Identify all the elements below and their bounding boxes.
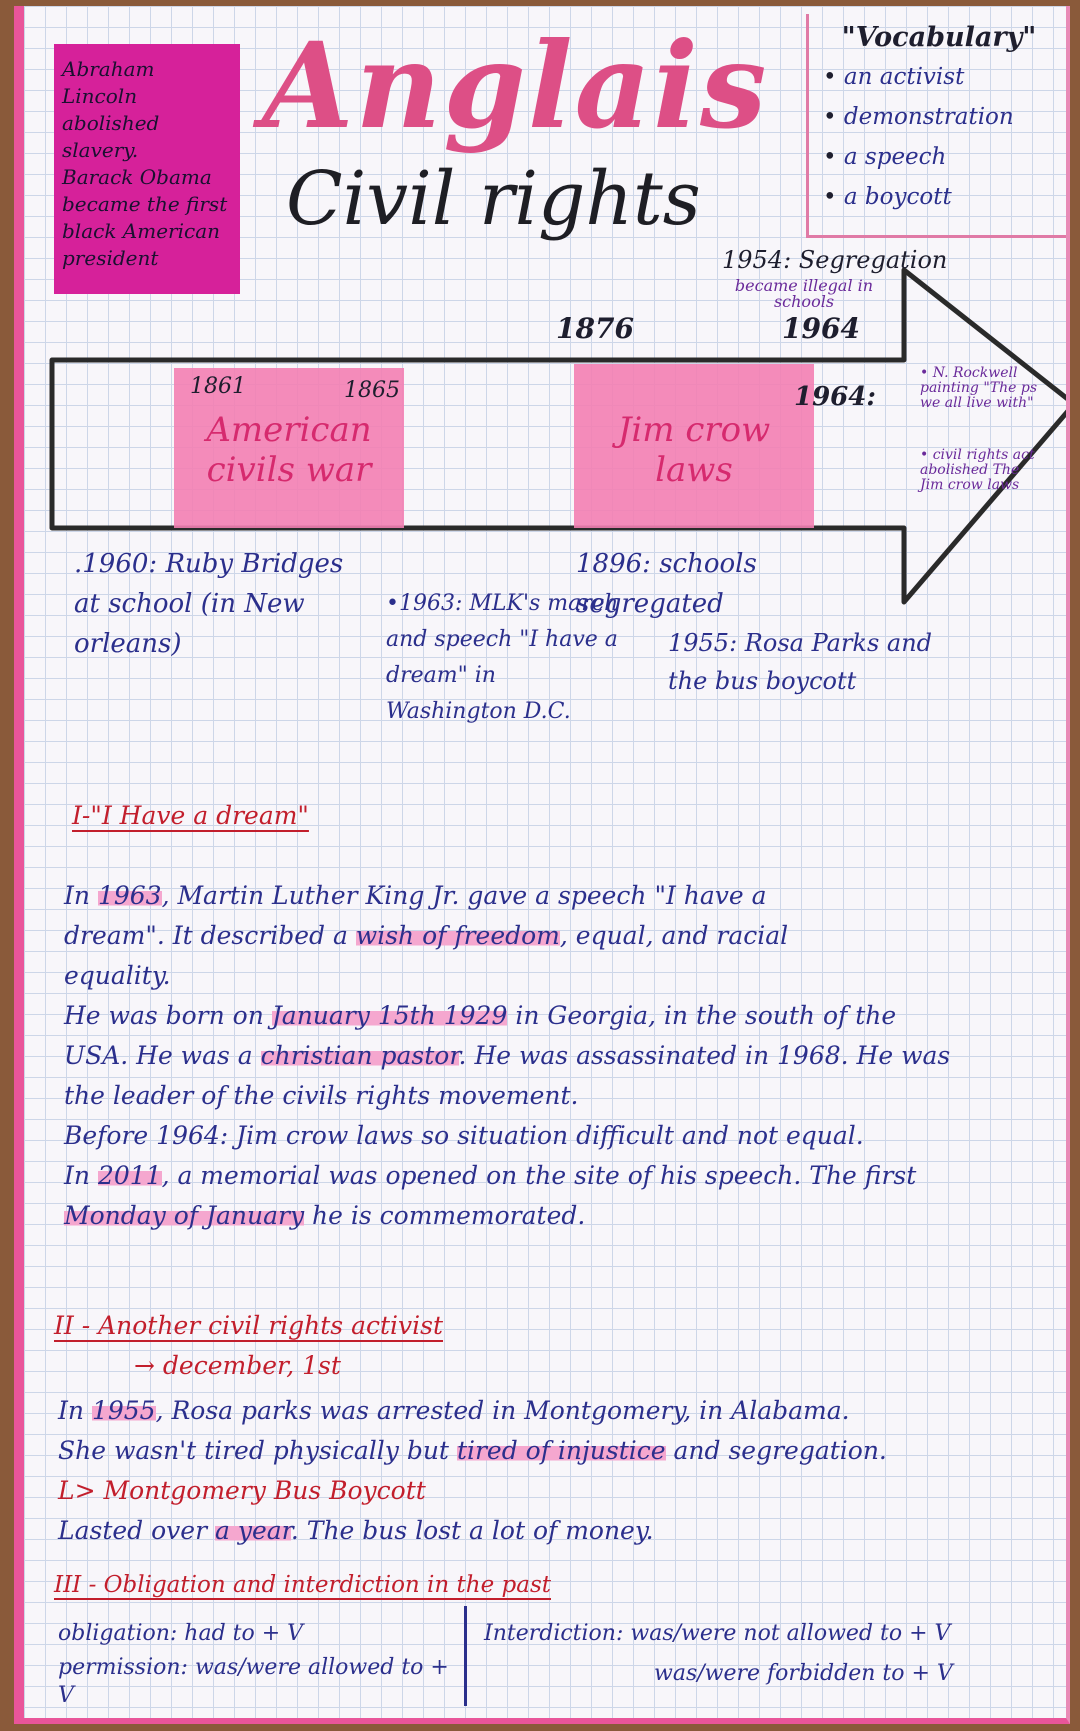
obligation-rule: obligation: had to + V — [58, 1621, 304, 1646]
notebook-page — [14, 6, 1070, 1724]
forbidden-rule: was/were forbidden to + V — [654, 1661, 953, 1686]
body-line: the leader of the civils rights movement. — [64, 1081, 579, 1110]
page-subtitle: Civil rights — [286, 156, 701, 242]
page-title: Anglais — [262, 16, 769, 155]
year-1861: 1861 — [190, 374, 246, 399]
civil-war-label: American civils war — [206, 410, 372, 490]
vocabulary-title: "Vocabulary" — [841, 22, 1037, 53]
permission-rule: permission: was/were allowed to + V — [58, 1655, 449, 1708]
jim-crow-label: Jim crow laws — [617, 410, 771, 490]
vocabulary-item: • demonstration — [823, 97, 1055, 137]
note-1954: 1954: Segregation — [722, 246, 948, 274]
note-rockwell: • N. Rockwell painting "The ps we all live with" — [920, 365, 1038, 411]
body-line: In 1963, Martin Luther King Jr. gave a speech "I have a — [64, 881, 767, 910]
vocabulary-list — [823, 57, 1055, 217]
year-1876: 1876 — [556, 312, 634, 345]
body-line: USA. He was a christian pastor. He was assassinated in 1968. He was — [64, 1041, 951, 1070]
vocabulary-item: • a speech — [823, 137, 1055, 177]
event-1963: •1963: MLK's march and speech "I have a dream" in Washington D.C. — [386, 591, 619, 724]
body-line: She wasn't tired physically but tired of injustice and segregation. — [58, 1436, 887, 1465]
body-line: In 2011, a memorial was opened on the site of his speech. The first — [64, 1161, 917, 1190]
body-line: equality. — [64, 961, 171, 990]
section-2-title: II - Another civil rights activist — [54, 1311, 444, 1340]
boycott-line: L> Montgomery Bus Boycott — [58, 1476, 426, 1505]
fact-line: Lincoln abolished — [62, 84, 160, 135]
fact-line: Abraham — [62, 57, 155, 81]
section-2-date: → december, 1st — [134, 1351, 341, 1380]
body-line: Before 1964: Jim crow laws so situation difficult and not equal. — [64, 1121, 864, 1150]
body-line: Lasted over a year. The bus lost a lot of money. — [58, 1516, 654, 1545]
interdiction-rule: Interdiction: was/were not allowed to + V — [484, 1621, 951, 1646]
note-1954-detail: became illegal in schools — [734, 276, 874, 311]
vocabulary-item: • an activist — [823, 57, 1055, 97]
event-1960: .1960: Ruby Bridges at school (in New orleans) — [74, 549, 344, 659]
fact-line: black American — [62, 219, 221, 243]
section-1-body — [64, 876, 1064, 1236]
year-1964: 1964 — [782, 312, 860, 345]
fact-line: president — [62, 246, 159, 270]
event-1896: 1896: schools segregated — [576, 549, 757, 619]
body-line: Monday of January he is commemorated. — [64, 1201, 586, 1230]
section-3-title: III - Obligation and interdiction in the past — [54, 1572, 551, 1598]
year-1865: 1865 — [344, 378, 400, 403]
fact-line: slavery. — [62, 138, 139, 162]
section-2-body — [58, 1391, 1058, 1551]
body-line: In 1955, Rosa parks was arrested in Montgomery, in Alabama. — [58, 1396, 850, 1425]
event-1955: 1955: Rosa Parks and the bus boycott — [668, 629, 933, 695]
vocabulary-box — [806, 14, 1070, 238]
year-1964-note: 1964: — [794, 382, 876, 412]
body-line: dream". It described a wish of freedom, equal, and racial — [64, 921, 789, 950]
fact-line: became the first — [62, 192, 228, 216]
vocabulary-item: • a boycott — [823, 177, 1055, 217]
fact-line: Barack Obama — [62, 165, 212, 189]
column-divider — [464, 1606, 467, 1706]
note-civil-rights-act: • civil rights act abolished The Jim crow laws — [920, 447, 1035, 493]
body-line: He was born on January 15th 1929 in Georgia, in the south of the — [64, 1001, 897, 1030]
section-1-title: I-"I Have a dream" — [72, 801, 309, 830]
